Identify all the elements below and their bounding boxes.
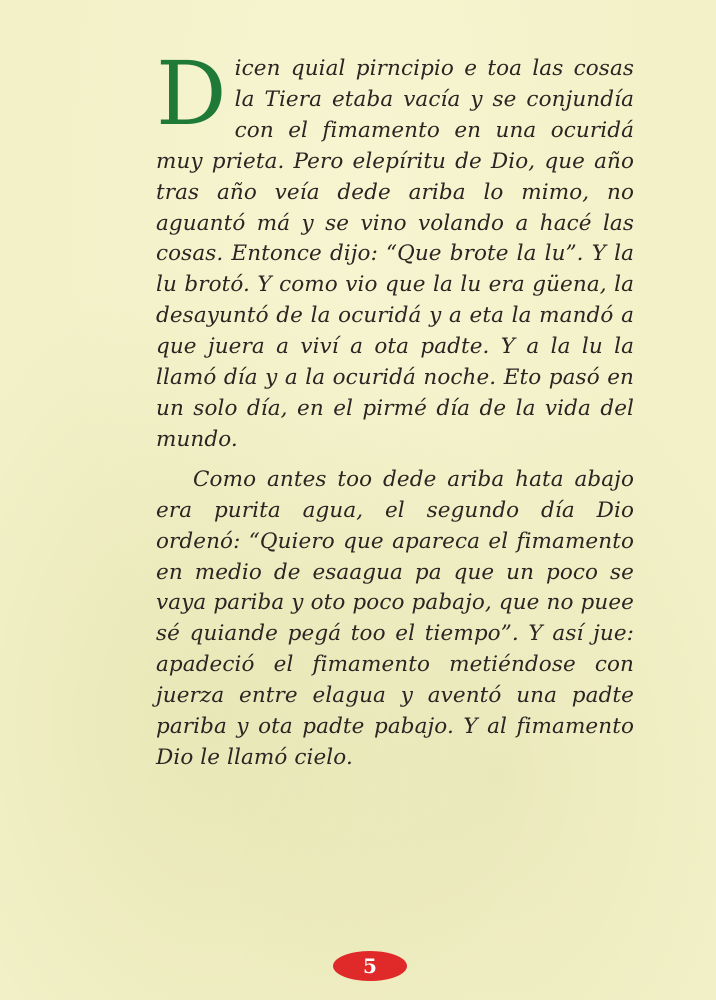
paragraph-2: Como antes too dede ariba hata abajo era purita agua, el segundo día Dio ordenó: “Quiero que apareca el fimamento en medio de esaagua pa que un poco se vaya pariba y oto poco pabajo, que no puee sé quiande pegá too el tiempo”. Y así jue: apadeció el fimamento metiéndose con juerza entre elagua y aventó una padte pariba y ota padte pabajo. Y al fimamento Dio le llamó cielo. (156, 466, 634, 770)
paragraph-1 (156, 42, 634, 456)
paragraph-1-text: icen quial pirncipio e toa las cosas la Tiera etaba vacía y se conjundía con el fimamento en una ocuridá muy prieta. Pero elepíritu de Dio, que año tras año veía dede ariba lo mimo, no aguantó má y se vino volando a hacé las cosas. Entonce dijo: “Que brote la lu”. Y la lu brotó. Y como vio que la lu era güena, la desayuntó de la ocuridá y a eta la mandó a que juera a viví a ota padte. Y a la lu la llamó día y a la ocuridá noche. Eto pasó en un solo día, en el pirmé día de la vida del mundo. (156, 56, 634, 452)
drop-cap-letter: D (156, 42, 227, 145)
page-number-badge: 5 (333, 951, 407, 981)
story-text (156, 42, 634, 774)
